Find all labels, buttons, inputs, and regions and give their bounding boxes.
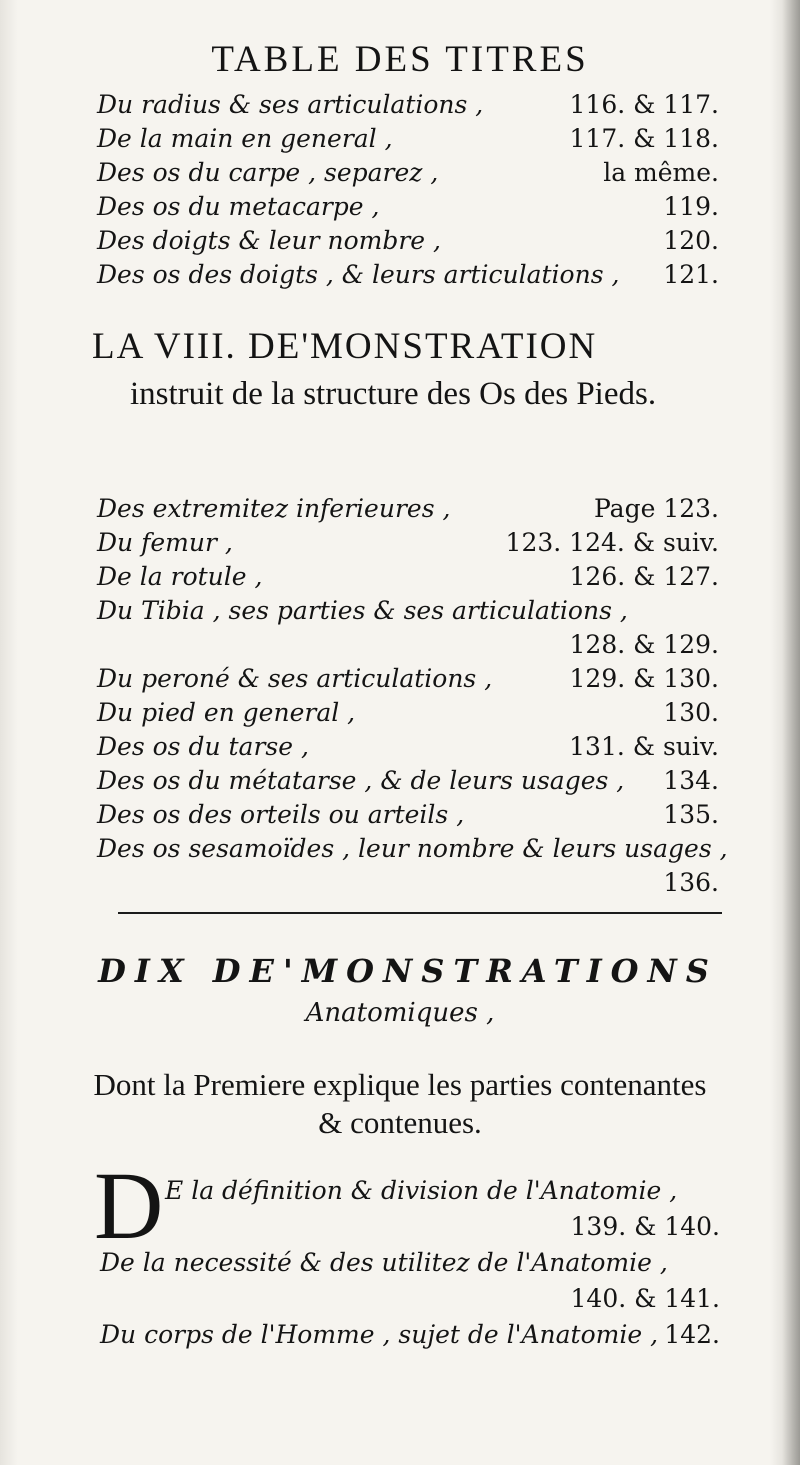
toc-block-1 [97, 88, 719, 292]
toc-entry-page-ref: 126. & 127. [569, 562, 719, 591]
toc-entry [97, 492, 719, 526]
toc-entry-page-ref: Page 123. [593, 494, 719, 523]
toc-entry-page-ref: 117. & 118. [569, 124, 719, 153]
part-heading: DIX DE'MONSTRATIONS [98, 952, 718, 990]
toc-block-3-first [165, 1173, 720, 1245]
toc-entry [100, 1245, 720, 1281]
toc-entry-title: Du pied en general , [97, 698, 356, 727]
toc-entry-title: Des doigts & leur nombre , [97, 226, 441, 255]
toc-entry-title: Du radius & ses articulations , [97, 90, 484, 119]
toc-entry-title: Du femur , [97, 528, 233, 557]
toc-entry-page-ref: 134. [663, 766, 719, 795]
toc-entry-title: Des os des doigts , & leurs articulations , [97, 260, 620, 289]
horizontal-rule [118, 912, 722, 914]
section-title: LA VIII. DE'MONSTRATION [92, 326, 598, 367]
toc-entry-title: De la necessité & des utilitez de l'Anatomie , [100, 1248, 668, 1277]
toc-entry [97, 764, 719, 798]
toc-entry [97, 730, 719, 764]
toc-entry-page-ref: 116. & 117. [569, 90, 719, 119]
toc-entry [100, 1317, 720, 1353]
toc-block-3-rest [100, 1245, 720, 1353]
toc-entry-page-ref: 130. [663, 698, 719, 727]
toc-entry-title: Des os du métatarse , & de leurs usages , [97, 766, 625, 795]
toc-entry [97, 662, 719, 696]
toc-entry-page-ref: 120. [663, 226, 719, 255]
toc-entry-page-ref: 140. & 141. [570, 1284, 720, 1313]
drop-cap: D [94, 1152, 164, 1259]
toc-entry-title: Des os du tarse , [97, 732, 309, 761]
toc-entry-page-ref: 142. [664, 1320, 720, 1349]
page-gutter-shadow [782, 0, 800, 1465]
toc-entry-page-ref: 123. 124. & suiv. [505, 528, 719, 557]
toc-entry-page-ref: 139. & 140. [570, 1212, 720, 1241]
toc-entry [97, 156, 719, 190]
toc-entry [97, 696, 719, 730]
part-subheading: Anatomiques , [305, 998, 495, 1028]
running-title: TABLE DES TITRES [211, 39, 589, 80]
toc-entry [97, 560, 719, 594]
toc-entry [97, 866, 719, 900]
part-intro: Dont la Premiere explique les parties contenantes & contenues. [93, 1067, 707, 1140]
toc-entry [97, 526, 719, 560]
toc-entry-title: Des os du carpe , separez , [97, 158, 439, 187]
toc-entry [165, 1173, 720, 1209]
toc-entry-title: De la rotule , [97, 562, 263, 591]
toc-entry-page-ref: 129. & 130. [569, 664, 719, 693]
toc-entry-page-ref: 128. & 129. [569, 630, 719, 659]
toc-entry [165, 1209, 720, 1245]
toc-entry [97, 224, 719, 258]
toc-entry-title: Des os sesamoïdes , leur nombre & leurs usages , [97, 834, 728, 863]
toc-entry-title: E la définition & division de l'Anatomie , [165, 1176, 678, 1205]
toc-entry-page-ref: 119. [663, 192, 719, 221]
toc-entry [97, 88, 719, 122]
toc-entry-page-ref: la même. [603, 158, 719, 187]
toc-entry [97, 258, 719, 292]
toc-entry [97, 122, 719, 156]
toc-entry [97, 628, 719, 662]
toc-entry-title: Des extremitez inferieures , [97, 494, 451, 523]
toc-entry-title: De la main en general , [97, 124, 393, 153]
toc-entry-title: Du Tibia , ses parties & ses articulations , [97, 596, 628, 625]
toc-entry [100, 1281, 720, 1317]
toc-entry-page-ref: 136. [663, 868, 719, 897]
toc-entry [97, 594, 719, 628]
section-subtitle: instruit de la structure des Os des Pieds. [130, 376, 657, 412]
toc-entry [97, 190, 719, 224]
toc-entry-title: Des os des orteils ou arteils , [97, 800, 465, 829]
toc-entry-title: Du peroné & ses articulations , [97, 664, 493, 693]
toc-block-2 [97, 492, 728, 900]
toc-entry-title: Du corps de l'Homme , sujet de l'Anatomie , [100, 1320, 659, 1349]
toc-entry-page-ref: 131. & suiv. [569, 732, 719, 761]
toc-entry-page-ref: 135. [663, 800, 719, 829]
toc-entry-title: Des os du metacarpe , [97, 192, 380, 221]
toc-entry [97, 798, 719, 832]
toc-entry-page-ref: 121. [663, 260, 719, 289]
toc-entry [97, 832, 728, 866]
